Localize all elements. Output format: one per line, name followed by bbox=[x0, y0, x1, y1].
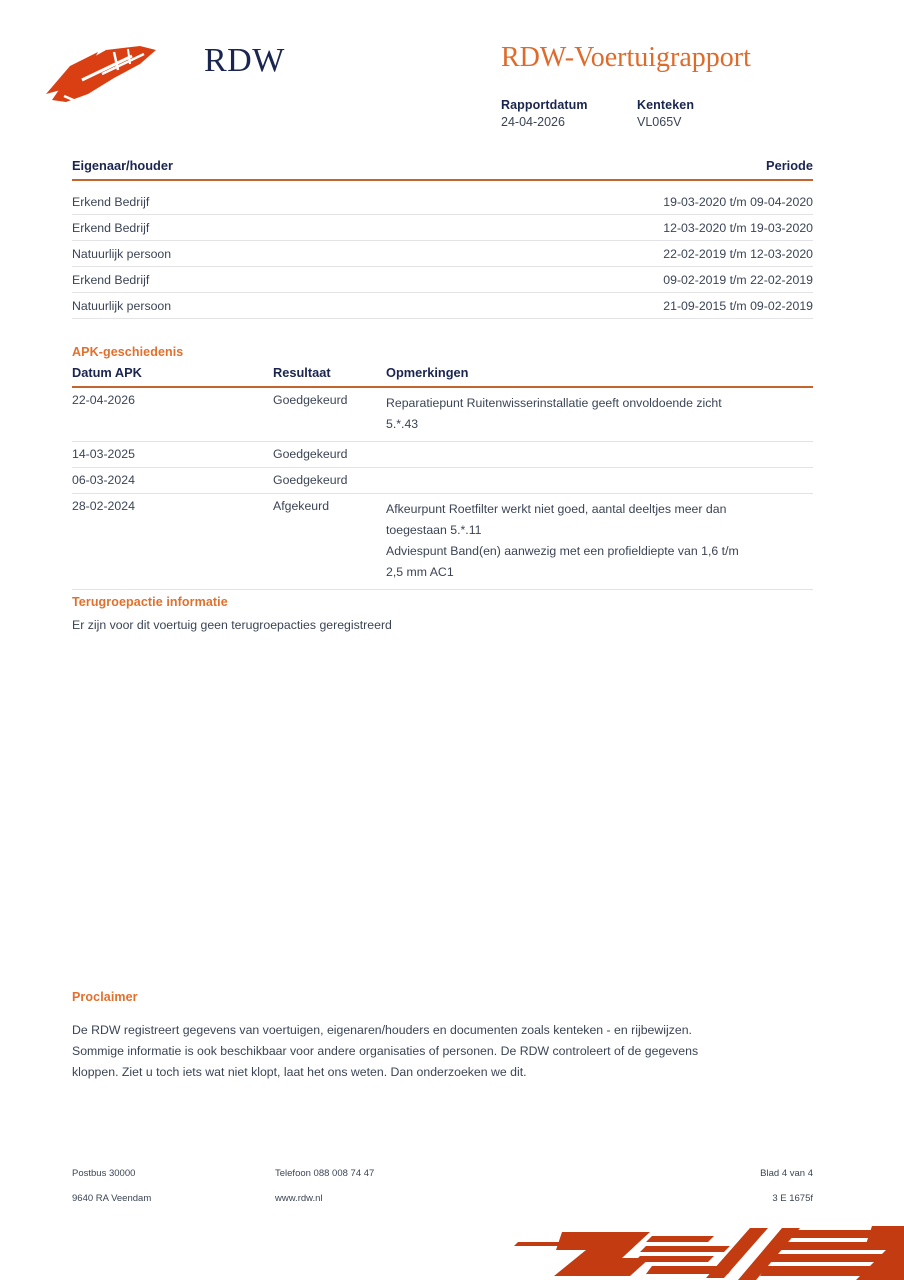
apk-remarks bbox=[386, 447, 813, 461]
proclaimer-section bbox=[72, 990, 813, 1083]
apk-date: 06-03-2024 bbox=[72, 473, 135, 487]
apk-remark-line: 5.*.43 bbox=[386, 417, 419, 431]
table-row bbox=[72, 241, 813, 267]
apk-remark-line: Afkeurpunt Roetfilter werkt niet goed, aantal deeltjes meer dan bbox=[386, 502, 727, 516]
apk-date: 28-02-2024 bbox=[72, 499, 135, 513]
owner-period: 12-03-2020 t/m 19-03-2020 bbox=[663, 221, 813, 235]
report-date-block bbox=[501, 98, 637, 115]
report-meta bbox=[501, 98, 821, 129]
footer-postbus: Postbus 30000 bbox=[72, 1168, 136, 1179]
licence-block bbox=[637, 98, 773, 115]
table-row bbox=[72, 181, 813, 215]
rdw-logo bbox=[44, 34, 304, 110]
apk-table-header bbox=[72, 365, 813, 388]
owner-table-body bbox=[72, 181, 813, 319]
apk-remark-line: toegestaan 5.*.11 bbox=[386, 523, 482, 537]
apk-remark-line: Reparatiepunt Ruitenwisserinstallatie geeft onvoldoende zicht bbox=[386, 396, 722, 410]
licence-label: Kenteken bbox=[637, 98, 695, 112]
apk-date: 14-03-2025 bbox=[72, 447, 135, 461]
rdw-speed-stripes-graphic-icon bbox=[500, 1214, 904, 1280]
apk-remarks bbox=[386, 499, 813, 583]
owner-period: 19-03-2020 t/m 09-04-2020 bbox=[663, 195, 813, 209]
table-row bbox=[72, 215, 813, 241]
proclaimer-line: kloppen. Ziet u toch iets wat niet klopt, laat het ons weten. Dan onderzoeken we dit. bbox=[72, 1065, 527, 1079]
apk-section bbox=[72, 345, 813, 590]
apk-col-remarks: Opmerkingen bbox=[386, 365, 469, 380]
owner-holder: Natuurlijk persoon bbox=[72, 247, 172, 261]
apk-col-result: Resultaat bbox=[273, 365, 331, 380]
owner-table-header bbox=[72, 158, 813, 181]
rdw-feather-logo-icon bbox=[44, 44, 162, 106]
table-row bbox=[72, 267, 813, 293]
table-row bbox=[72, 494, 813, 590]
table-row bbox=[72, 468, 813, 494]
apk-remark-line: 2,5 mm AC1 bbox=[386, 565, 454, 579]
owner-period: 21-09-2015 t/m 09-02-2019 bbox=[663, 299, 813, 313]
footer-form-code: 3 E 1675f bbox=[772, 1193, 813, 1204]
apk-result: Goedgekeurd bbox=[273, 393, 348, 407]
apk-result: Afgekeurd bbox=[273, 499, 330, 513]
recall-heading: Terugroepactie informatie bbox=[72, 595, 228, 609]
apk-heading: APK-geschiedenis bbox=[72, 345, 184, 359]
apk-col-date: Datum APK bbox=[72, 365, 142, 380]
period-heading: Periode bbox=[766, 158, 813, 173]
apk-date: 22-04-2026 bbox=[72, 393, 135, 407]
footer-phone: Telefoon 088 008 74 47 bbox=[275, 1168, 375, 1179]
report-date-value: 24-04-2026 bbox=[501, 115, 565, 129]
recall-text: Er zijn voor dit voertuig geen terugroepacties geregistreerd bbox=[72, 618, 392, 632]
page-title: RDW-Voertuigrapport bbox=[501, 42, 751, 73]
apk-table-body bbox=[72, 388, 813, 590]
apk-result: Goedgekeurd bbox=[273, 473, 348, 487]
page-footer bbox=[72, 1168, 813, 1218]
owner-period: 09-02-2019 t/m 22-02-2019 bbox=[663, 273, 813, 287]
proclaimer-line: Sommige informatie is ook beschikbaar voor andere organisaties of personen. De RDW controleert of de gegevens bbox=[72, 1044, 699, 1058]
owner-heading: Eigenaar/houder bbox=[72, 158, 173, 173]
rdw-wordmark: RDW bbox=[204, 42, 285, 79]
owner-section bbox=[72, 158, 813, 319]
licence-value: VL065V bbox=[637, 115, 682, 129]
proclaimer-line: De RDW registreert gegevens van voertuigen, eigenaren/houders en documenten zoals kenteken - en rijbewijzen. bbox=[72, 1023, 692, 1037]
footer-page-number: Blad 4 van 4 bbox=[760, 1168, 813, 1179]
table-row bbox=[72, 442, 813, 468]
table-row bbox=[72, 293, 813, 319]
footer-city: 9640 RA Veendam bbox=[72, 1193, 152, 1204]
owner-holder: Natuurlijk persoon bbox=[72, 299, 172, 313]
report-date-label: Rapportdatum bbox=[501, 98, 588, 112]
table-row bbox=[72, 388, 813, 442]
owner-holder: Erkend Bedrijf bbox=[72, 273, 150, 287]
apk-remarks bbox=[386, 473, 813, 487]
owner-period: 22-02-2019 t/m 12-03-2020 bbox=[663, 247, 813, 261]
owner-holder: Erkend Bedrijf bbox=[72, 195, 150, 209]
apk-remark-line: Adviespunt Band(en) aanwezig met een profieldiepte van 1,6 t/m bbox=[386, 544, 739, 558]
footer-website[interactable]: www.rdw.nl bbox=[275, 1193, 323, 1204]
apk-remarks bbox=[386, 393, 813, 435]
apk-result: Goedgekeurd bbox=[273, 447, 348, 461]
recall-section bbox=[72, 595, 813, 636]
proclaimer-heading: Proclaimer bbox=[72, 990, 138, 1004]
owner-holder: Erkend Bedrijf bbox=[72, 221, 150, 235]
